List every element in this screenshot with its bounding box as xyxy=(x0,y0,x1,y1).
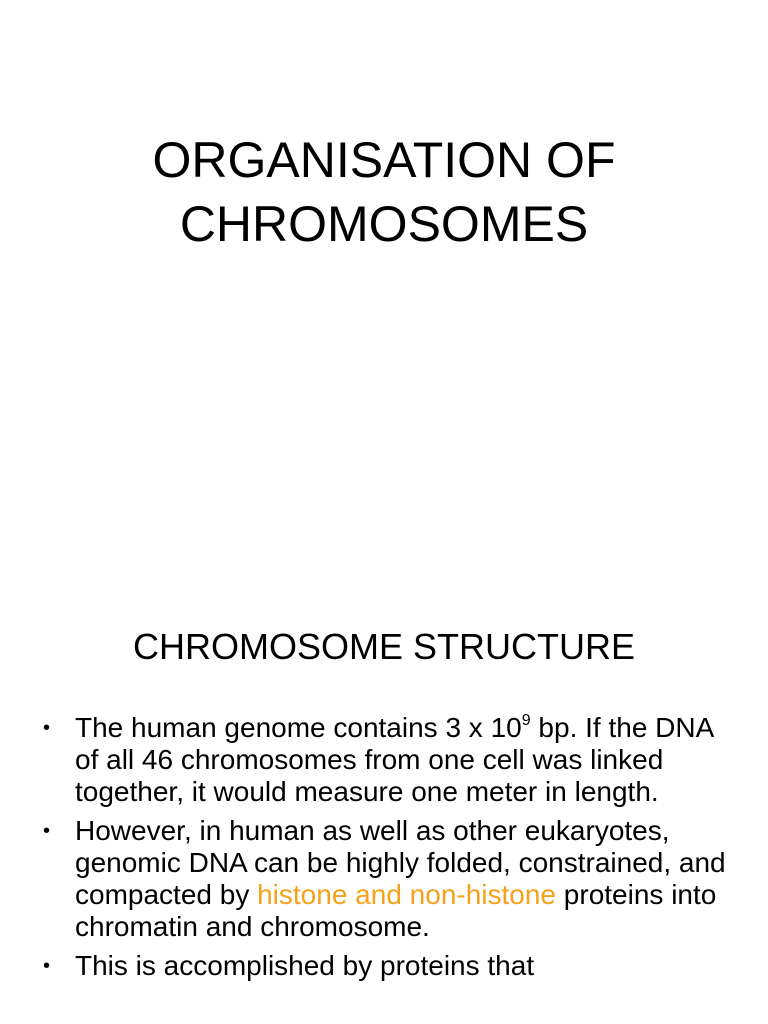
bullet-item-genome-size xyxy=(40,712,730,808)
bullet-text: The human genome contains 3 x 10 xyxy=(75,712,522,743)
bullet-item-proteins xyxy=(40,950,730,982)
highlighted-term: histone and non-histone xyxy=(257,879,557,910)
section-title: CHROMOSOME STRUCTURE xyxy=(133,626,635,667)
bullet-marker: • xyxy=(43,955,51,977)
bullet-marker: • xyxy=(43,820,51,842)
content-slide xyxy=(0,576,768,1024)
bullet-text: bp. If the DNA of all 46 chromosomes from one cell was linked together, it would measure one meter in length. xyxy=(75,712,713,807)
bullet-text: This is accomplished by proteins that xyxy=(75,950,535,981)
bullet-marker: • xyxy=(43,717,51,739)
bullet-list xyxy=(40,712,730,989)
bullet-text: However, in human as well as other eukaryotes, genomic DNA can be highly folded, constrained, and compacted by xyxy=(75,815,726,910)
exponent: 9 xyxy=(521,712,531,729)
bullet-item-compaction xyxy=(40,815,730,943)
slide-title xyxy=(0,128,768,256)
slide-title-line-2: CHROMOSOMES xyxy=(179,196,589,252)
slide-title-line-1: ORGANISATION OF xyxy=(152,132,616,188)
bullet-text: proteins into chromatin and chromosome. xyxy=(75,879,717,942)
